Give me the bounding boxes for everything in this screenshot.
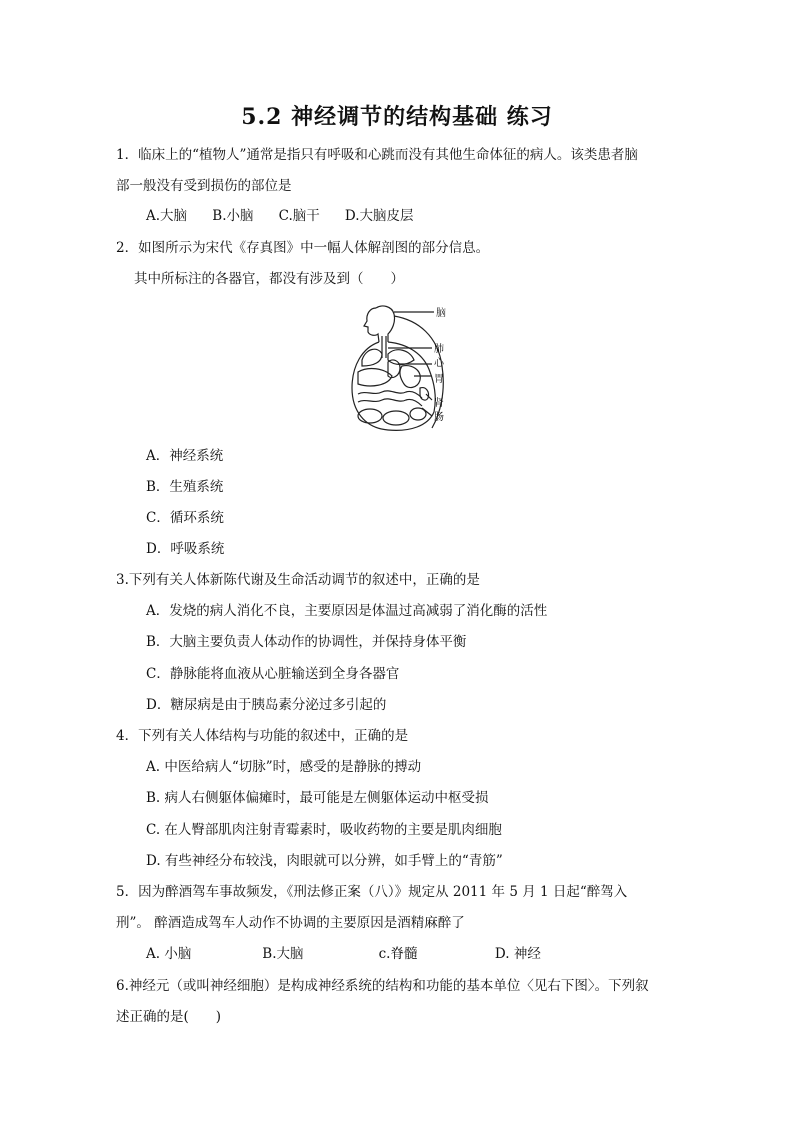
figure-label-intestine: 肠	[434, 412, 444, 423]
q1-text-line1: 1．临床上的“植物人”通常是指只有呼吸和心跳而没有其他生命体征的病人。该类患者脑	[116, 147, 638, 163]
q1-text-line2: 部一般没有受到损伤的部位是	[116, 178, 292, 194]
q3-option-a: A．发烧的病人消化不良，主要原因是体温过高减弱了消化酶的活性	[146, 603, 548, 619]
q6-text-line2: 述正确的是( )	[116, 1009, 222, 1025]
q2-option-d: D．呼吸系统	[146, 541, 225, 557]
q1-option-b: B.小脑	[212, 208, 254, 224]
q1-option-d: D.大脑皮层	[344, 208, 414, 224]
q5-option-d: D. 神经	[494, 946, 541, 962]
q1-option-c: C.脑干	[278, 208, 320, 224]
q3-option-d: D．糖尿病是由于胰岛素分泌过多引起的	[146, 697, 387, 713]
q3-text-line1: 3.下列有关人体新陈代谢及生命活动调节的叙述中，正确的是	[116, 572, 480, 588]
q4-option-d: D. 有些神经分布较浅，肉眼就可以分辨，如手臂上的“青筋”	[146, 853, 503, 869]
q4-option-a: A. 中医给病人“切脉”时，感受的是静脉的搏动	[146, 759, 422, 775]
q1-option-a: A.大脑	[146, 208, 188, 224]
q3-option-b: B．大脑主要负责人体动作的协调性，并保持身体平衡	[146, 634, 467, 650]
q6-text-line1: 6.神经元（或叫神经细胞）是构成神经系统的结构和功能的基本单位〈见右下图〉。下列叙	[116, 978, 649, 994]
q5-option-b: B.大脑	[262, 946, 304, 962]
q2-option-b: B．生殖系统	[146, 479, 224, 495]
anatomy-figure	[348, 296, 468, 436]
figure-label-kidney: 肾	[434, 398, 444, 409]
q2-option-c: C．循环系统	[146, 510, 224, 526]
q4-text-line1: 4．下列有关人体结构与功能的叙述中，正确的是	[116, 728, 409, 744]
q3-option-c: C．静脉能将血液从心脏输送到全身各器官	[146, 666, 400, 682]
q4-option-c: C. 在人臀部肌肉注射青霉素时，吸收药物的主要是肌肉细胞	[146, 822, 502, 838]
figure-label-lung: 肺	[434, 344, 444, 355]
q4-option-b: B. 病人右侧躯体偏瘫时，最可能是左侧躯体运动中枢受损	[146, 790, 489, 806]
q5-option-c: c.脊髓	[378, 946, 418, 962]
page-title: 5.2 神经调节的结构基础 练习	[241, 104, 553, 130]
q5-text-line1: 5．因为醉酒驾车事故频发，《刑法修正案（八）》规定从 2011 年 5 月 1 日起“醉驾入	[116, 884, 628, 900]
q1-options	[146, 206, 414, 226]
q2-text-line2: 其中所标注的各器官，都没有涉及到（ ）	[134, 271, 404, 287]
q5-option-a: A. 小脑	[146, 946, 192, 962]
figure-label-heart: 心	[434, 358, 444, 369]
q5-text-line2: 刑”。 醉酒造成驾车人动作不协调的主要原因是酒精麻醉了	[116, 915, 465, 931]
figure-label-brain: 脑	[436, 308, 446, 319]
q2-option-a: A．神经系统	[146, 448, 224, 464]
figure-label-stomach: 胃	[434, 374, 444, 385]
q5-options	[146, 944, 541, 964]
q2-text-line1: 2．如图所示为宋代《存真图》中一幅人体解剖图的部分信息。	[116, 240, 490, 256]
